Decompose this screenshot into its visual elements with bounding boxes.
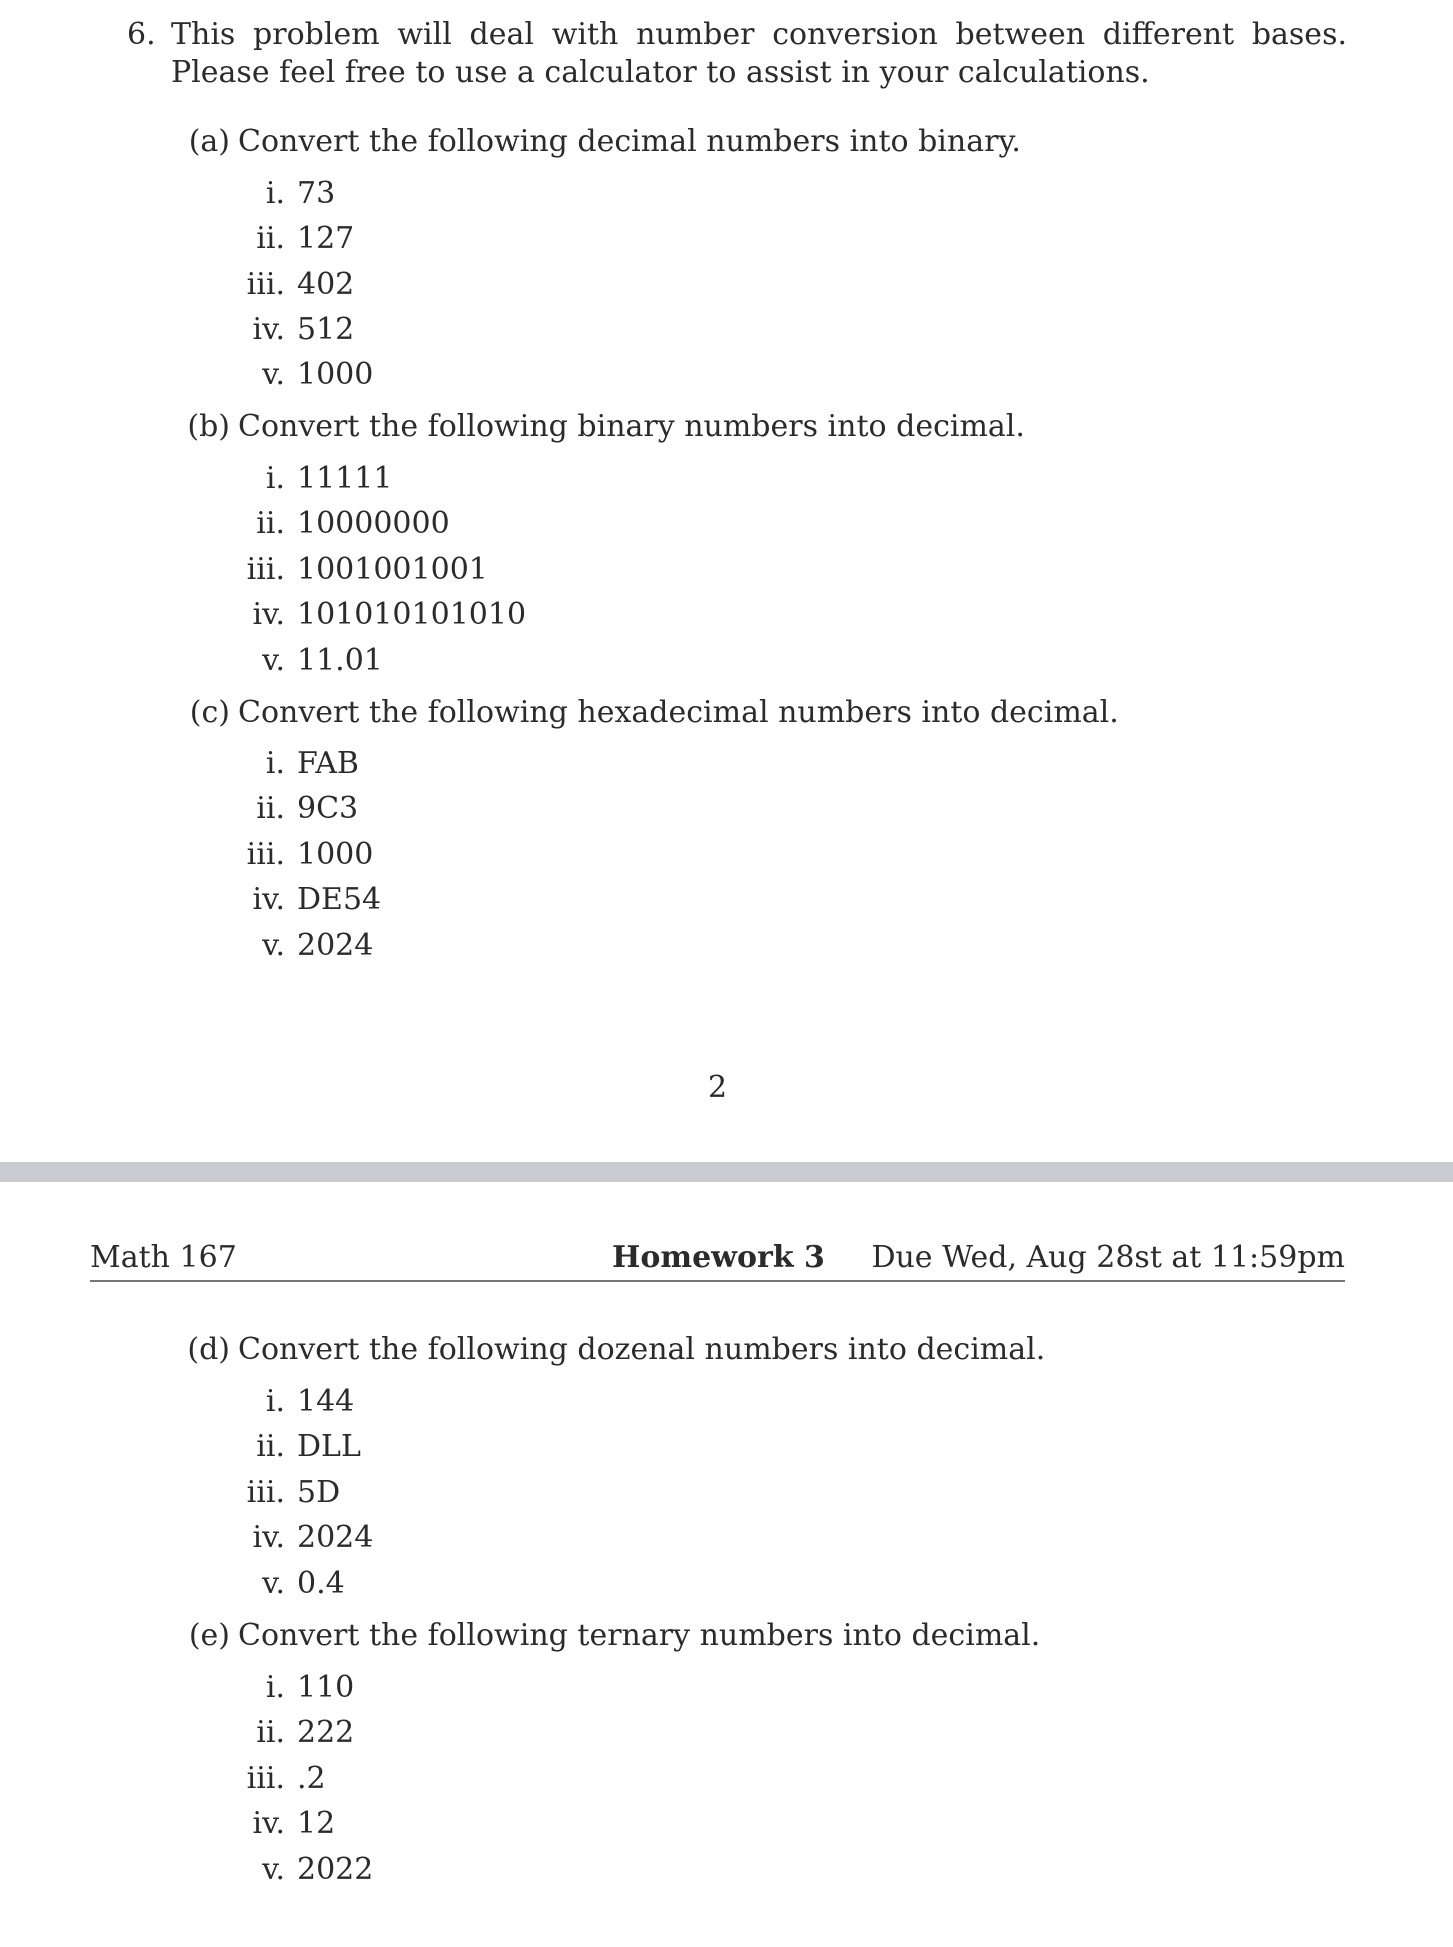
part-label: (e): [188, 1618, 230, 1653]
item-value: 11111: [297, 461, 393, 496]
running-header: [90, 1232, 1345, 1282]
item-value: 222: [297, 1715, 355, 1750]
part-instruction: Convert the following binary numbers into decimal.: [238, 409, 1025, 444]
part-label: (b): [187, 409, 230, 444]
problem-number: 6.: [127, 17, 156, 52]
part-instruction: Convert the following dozenal numbers into decimal.: [238, 1332, 1046, 1367]
item-numeral: iv.: [252, 1520, 285, 1555]
item-value: 9C3: [297, 791, 359, 826]
item-numeral: v.: [262, 928, 285, 963]
item-numeral: iv.: [252, 312, 285, 347]
homework-title: Homework 3: [612, 1240, 825, 1275]
part-label: (a): [188, 124, 230, 159]
problem-statement: This problem will deal with number conversion between different bases. Please feel free to use a calculator to assist in your calculations.: [171, 17, 1347, 90]
item-numeral: i.: [265, 461, 285, 496]
item-numeral: v.: [262, 1566, 285, 1601]
item-numeral: v.: [262, 643, 285, 678]
item-value: FAB: [297, 746, 359, 781]
course-name: Math 167: [90, 1240, 237, 1275]
item-numeral: ii.: [256, 221, 285, 256]
part-label: (c): [189, 695, 230, 730]
item-value: 402: [297, 267, 355, 302]
item-numeral: iii.: [246, 552, 285, 587]
item-value: 11.01: [297, 643, 383, 678]
part-instruction: Convert the following ternary numbers into decimal.: [238, 1618, 1041, 1653]
item-numeral: i.: [265, 746, 285, 781]
part-instruction: Convert the following decimal numbers into binary.: [238, 124, 1021, 159]
item-value: 101010101010: [297, 597, 527, 632]
item-value: 2024: [297, 928, 374, 963]
item-value: 2024: [297, 1520, 374, 1555]
item-value: 12: [297, 1806, 336, 1841]
page-separator: [0, 1162, 1453, 1182]
due-date: Due Wed, Aug 28st at 11:59pm: [871, 1240, 1345, 1275]
item-numeral: i.: [265, 176, 285, 211]
item-numeral: ii.: [256, 791, 285, 826]
item-value: 5D: [297, 1475, 341, 1510]
item-numeral: i.: [265, 1670, 285, 1705]
item-numeral: iii.: [246, 1475, 285, 1510]
problem-6: [127, 16, 1347, 92]
item-value: DLL: [297, 1429, 361, 1464]
page-number: 2: [707, 1070, 728, 1105]
item-value: 10000000: [297, 506, 450, 541]
item-numeral: iv.: [252, 597, 285, 632]
item-value: .2: [297, 1761, 326, 1796]
item-numeral: v.: [262, 1852, 285, 1887]
item-numeral: ii.: [256, 1429, 285, 1464]
item-numeral: iii.: [246, 267, 285, 302]
item-numeral: v.: [262, 357, 285, 392]
item-numeral: ii.: [256, 506, 285, 541]
item-numeral: iv.: [252, 882, 285, 917]
item-value: DE54: [297, 882, 382, 917]
item-value: 1001001001: [297, 552, 488, 587]
item-value: 2022: [297, 1852, 374, 1887]
item-value: 127: [297, 221, 355, 256]
item-value: 110: [297, 1670, 355, 1705]
item-value: 73: [297, 176, 336, 211]
item-numeral: i.: [265, 1384, 285, 1419]
item-numeral: iii.: [246, 837, 285, 872]
item-value: 1000: [297, 357, 374, 392]
item-numeral: ii.: [256, 1715, 285, 1750]
item-value: 512: [297, 312, 355, 347]
item-value: 1000: [297, 837, 374, 872]
part-instruction: Convert the following hexadecimal numbers into decimal.: [238, 695, 1119, 730]
item-value: 0.4: [297, 1566, 345, 1601]
item-value: 144: [297, 1384, 355, 1419]
item-numeral: iii.: [246, 1761, 285, 1796]
item-numeral: iv.: [252, 1806, 285, 1841]
part-label: (d): [187, 1332, 230, 1367]
